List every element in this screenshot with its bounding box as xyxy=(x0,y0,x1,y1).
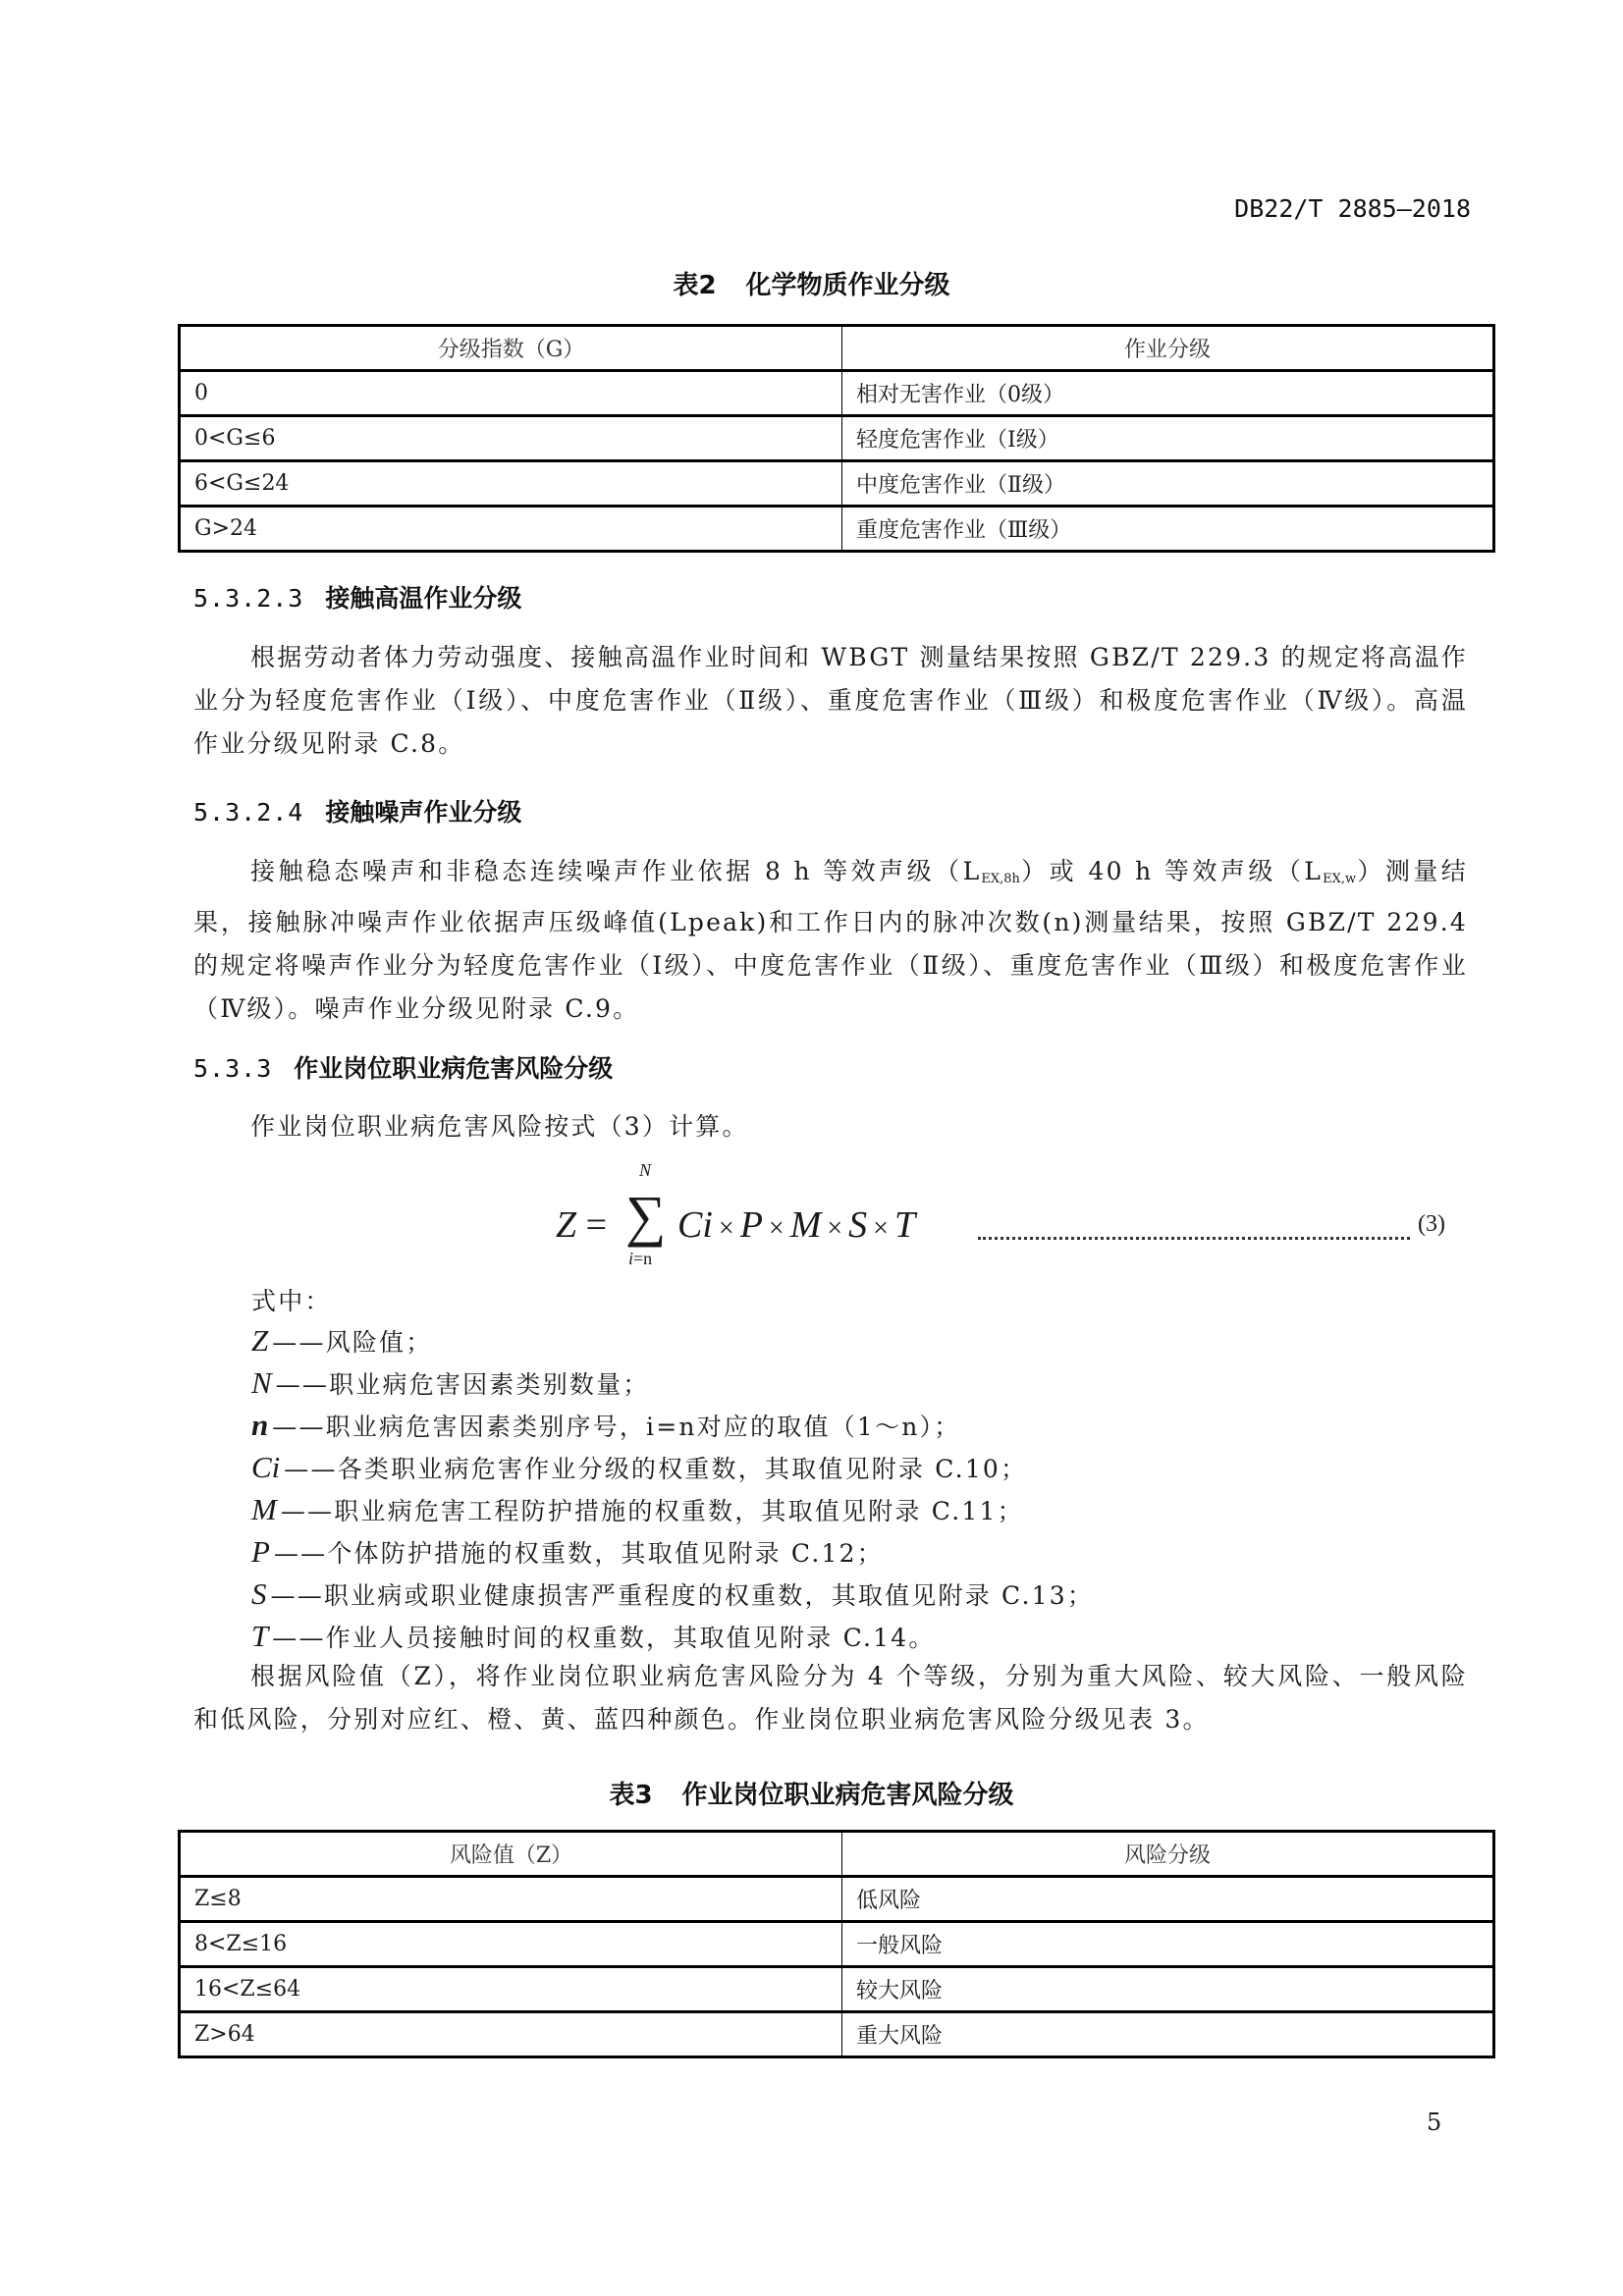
definition-text: ——职业病危害因素类别数量； xyxy=(275,1370,650,1399)
table3-row xyxy=(180,1967,1494,2012)
table3-cell: 16<Z≤64 xyxy=(180,1967,842,2012)
sum-lower-limit xyxy=(628,1249,652,1269)
definition-item xyxy=(251,1365,650,1401)
table3-label: 表3 xyxy=(609,1781,653,1810)
table2-cell: 相对无害作业（0级） xyxy=(842,371,1494,416)
table2-col-header: 分级指数（G） xyxy=(437,338,585,362)
table3-row xyxy=(180,1877,1494,1922)
table2-cell: G>24 xyxy=(180,507,842,552)
table2-label: 表2 xyxy=(673,271,717,300)
term-m: M xyxy=(789,1204,822,1246)
table2-col-header: 作业分级 xyxy=(842,326,1494,371)
definition-text: ——职业病危害因素类别序号，i=n对应的取值（1～n）； xyxy=(272,1413,961,1441)
subscript-ex-8h: EX,8h xyxy=(981,872,1020,886)
formula-terms xyxy=(677,1203,915,1247)
times-operator: × xyxy=(718,1213,734,1244)
formula-leader-dots xyxy=(978,1215,1410,1240)
definition-text: ——职业病或职业健康损害严重程度的权重数，其取值见附录 C.13； xyxy=(270,1581,1095,1610)
definition-symbol: Ci xyxy=(251,1450,281,1484)
times-operator: × xyxy=(827,1213,843,1244)
term-p: P xyxy=(739,1204,763,1246)
paragraph-noise xyxy=(193,850,1468,1031)
noise-text: 接触稳态噪声和非稳态连续噪声作业依据 8 h 等效声级（L xyxy=(250,857,982,885)
section-number: 5.3.3 xyxy=(193,1054,273,1083)
table2-cell: 0<G≤6 xyxy=(180,416,842,461)
table2-cell: 重度危害作业（Ⅲ级） xyxy=(842,507,1494,552)
table2-cell: 中度危害作业（Ⅱ级） xyxy=(842,461,1494,507)
formula-intro: 作业岗位职业病危害风险按式（3）计算。 xyxy=(250,1112,749,1141)
table3-col-header: 风险值（Z） xyxy=(449,1843,573,1868)
table2 xyxy=(178,324,1495,553)
subscript-ex-w: EX,w xyxy=(1323,872,1357,886)
table2-row xyxy=(180,507,1494,552)
definition-symbol: M xyxy=(251,1492,277,1526)
paragraph-high-temperature: 根据劳动者体力劳动强度、接触高温作业时间和 WBGT 测量结果按照 GBZ/T 229.3 的规定将高温作业分为轻度危害作业（Ⅰ级）、中度危害作业（Ⅱ级）、重度危害作业（Ⅲ级）和极度危害作业（Ⅳ级）。高温作业分级见附录 C.8。 xyxy=(193,643,1468,758)
definition-item xyxy=(251,1323,432,1359)
times-operator: × xyxy=(873,1213,889,1244)
definition-item xyxy=(251,1492,1024,1527)
page-number: 5 xyxy=(1427,2109,1442,2136)
section-title: 接触高温作业分级 xyxy=(325,584,522,613)
where-label: 式中： xyxy=(251,1287,332,1315)
formula-equals: = xyxy=(585,1204,608,1246)
table2-cell: 0 xyxy=(180,371,842,416)
definition-text: ——作业人员接触时间的权重数，其取值见附录 C.14。 xyxy=(272,1624,936,1652)
paragraph-risk-levels: 根据风险值（Z），将作业岗位职业病危害风险分为 4 个等级，分别为重大风险、较大风险、一般风险和低风险，分别对应红、橙、黄、蓝四种颜色。作业岗位职业病危害风险分级见表 3。 xyxy=(193,1662,1468,1734)
table3-cell: 8<Z≤16 xyxy=(180,1922,842,1967)
section-number: 5.3.2.3 xyxy=(193,584,304,613)
table2-header-row xyxy=(180,326,1494,371)
definition-text: ——职业病危害工程防护措施的权重数，其取值见附录 C.11； xyxy=(280,1497,1024,1525)
table3-row xyxy=(180,2012,1494,2057)
table2-row xyxy=(180,461,1494,507)
table3-cell: Z≤8 xyxy=(180,1877,842,1922)
definition-symbol: N xyxy=(251,1365,272,1400)
definition-symbol: P xyxy=(251,1534,270,1569)
table2-caption xyxy=(0,265,1623,301)
noise-text: ）或 40 h 等效声级（L xyxy=(1019,857,1324,885)
sum-upper-limit: N xyxy=(639,1160,652,1180)
table3-cell: 较大风险 xyxy=(842,1967,1494,2012)
definition-text: ——风险值； xyxy=(272,1328,433,1357)
sum-index-value: =n xyxy=(633,1249,653,1268)
table2-cell: 轻度危害作业（Ⅰ级） xyxy=(842,416,1494,461)
formula-z: Z xyxy=(556,1204,577,1246)
document-id: DB22/T 2885—2018 xyxy=(1234,194,1471,223)
definition-item xyxy=(251,1619,936,1654)
section-number: 5.3.2.4 xyxy=(193,798,304,827)
term-ci: Ci xyxy=(677,1204,713,1246)
table2-row xyxy=(180,371,1494,416)
section-heading-5324 xyxy=(193,793,521,828)
definition-symbol: T xyxy=(251,1619,269,1653)
formula-lhs xyxy=(556,1203,607,1247)
definition-item xyxy=(251,1534,884,1570)
table3 xyxy=(178,1830,1495,2058)
table3-title: 作业岗位职业病危害风险分级 xyxy=(681,1781,1014,1810)
table3-cell: 一般风险 xyxy=(842,1922,1494,1967)
table3-cell: 重大风险 xyxy=(842,2012,1494,2057)
definition-item xyxy=(251,1408,960,1443)
definition-symbol: n xyxy=(251,1408,269,1442)
definition-symbol: Z xyxy=(251,1323,269,1358)
formula-number: (3) xyxy=(1418,1211,1445,1237)
definition-item xyxy=(251,1450,1027,1485)
times-operator: × xyxy=(768,1213,784,1244)
table3-col-header: 风险分级 xyxy=(842,1832,1494,1877)
sigma-symbol: ∑ xyxy=(625,1184,667,1248)
table3-row xyxy=(180,1922,1494,1967)
table3-cell: Z>64 xyxy=(180,2012,842,2057)
noise-text: ）测量结果，接触脉冲噪声作业依据声压级峰值(Lpeak)和工作日内的脉冲次数(n)测量结果，按照 GBZ/T 229.4 的规定将噪声作业分为轻度危害作业（Ⅰ级）、中度危害作业（Ⅱ级）、重度危害作业（Ⅲ级）和极度危害作业（Ⅳ级）。噪声作业分级见附录 C.9。 xyxy=(193,857,1468,1023)
definition-symbol: S xyxy=(251,1576,267,1611)
definition-text: ——个体防护措施的权重数，其取值见附录 C.12； xyxy=(273,1539,884,1568)
table2-cell: 6<G≤24 xyxy=(180,461,842,507)
sum-index: i xyxy=(628,1249,634,1268)
table3-header-row xyxy=(180,1832,1494,1877)
definition-text: ——各类职业病危害作业分级的权重数，其取值见附录 C.10； xyxy=(284,1455,1028,1483)
term-s: S xyxy=(848,1204,868,1246)
table3-cell: 低风险 xyxy=(842,1877,1494,1922)
table2-row xyxy=(180,416,1494,461)
section-heading-533 xyxy=(193,1049,613,1085)
section-heading-5323 xyxy=(193,579,521,614)
table2-title: 化学物质作业分级 xyxy=(745,271,950,300)
section-title: 作业岗位职业病危害风险分级 xyxy=(294,1054,614,1083)
table3-caption xyxy=(0,1775,1623,1811)
term-t: T xyxy=(893,1204,916,1246)
definition-item xyxy=(251,1576,1094,1612)
section-title: 接触噪声作业分级 xyxy=(325,798,522,827)
